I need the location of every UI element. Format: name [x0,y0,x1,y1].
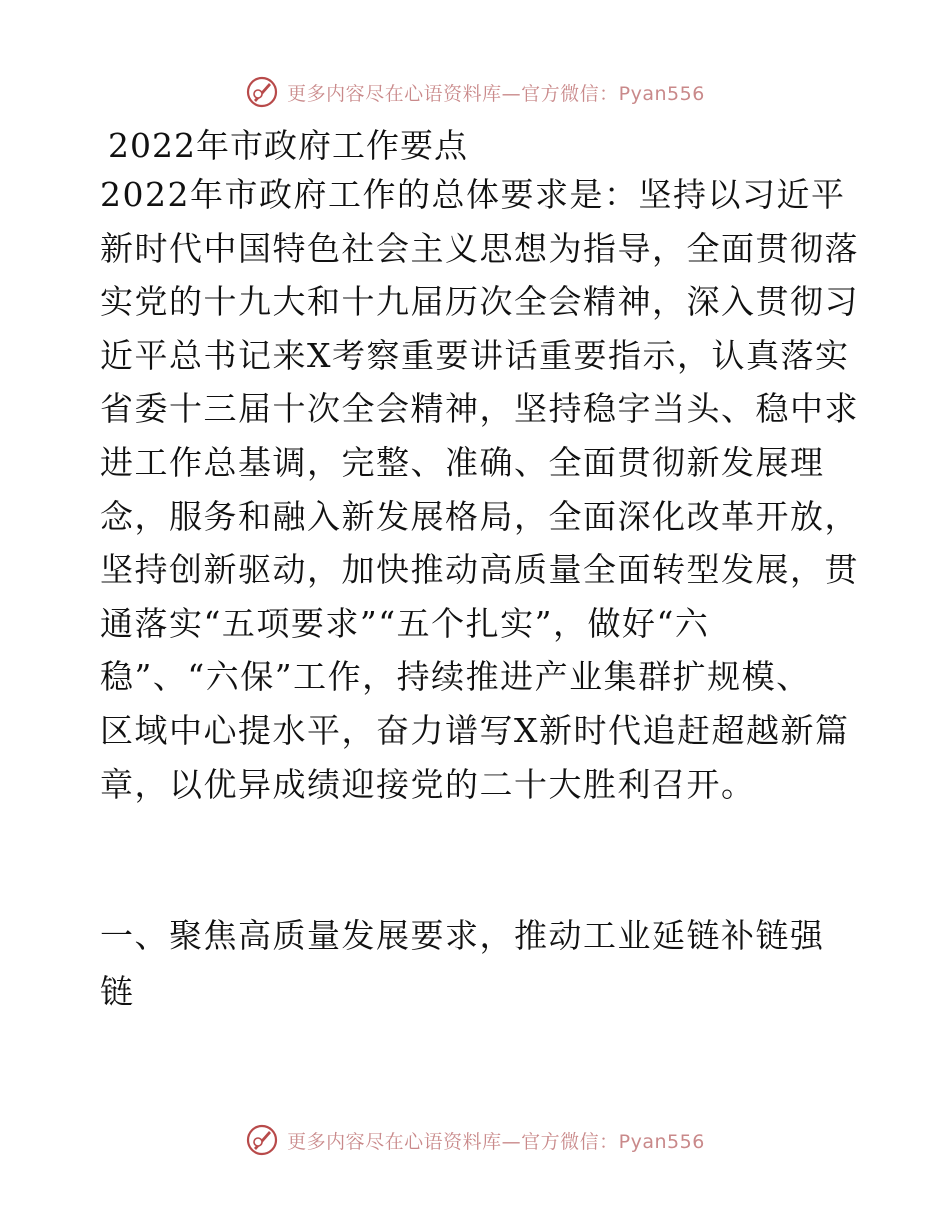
paragraph-line: 进工作总基调，完整、准确、全面贯彻新发展理 [100,442,825,482]
paragraph-line: 念，服务和融入新发展格局，全面深化改革开放， [100,496,859,536]
header-watermark [0,70,950,114]
paragraph-line: 近平总书记来X考察重要讲话重要指示，认真落实 [100,335,850,375]
section-heading-1 [100,908,850,1020]
paragraph-line: 章，以优异成绩迎接党的二十大胜利召开。 [100,764,756,804]
paragraph-line: 通落实“五项要求”“五个扎实”，做好“六 [100,603,710,643]
paragraph-line: 新时代中国特色社会主义思想为指导，全面贯彻落 [100,228,859,268]
header-wechat-id: Pyan556 [618,82,705,105]
header-watermark-text: 更多内容尽在心语资料库—官方微信：Pyan556 [287,82,705,105]
paragraph-line: 实党的十九大和十九届历次全会精神，深入贯彻习 [100,282,859,322]
document-title: 2022年市政府工作要点 [108,126,468,165]
footer-watermark-text: 更多内容尽在心语资料库—官方微信：Pyan556 [287,1130,705,1153]
quill-pen-circle-icon [245,75,279,109]
paragraph-line: 省委十三届十次全会精神，坚持稳字当头、稳中求 [100,389,859,429]
paragraph-line: 稳”、“六保”工作，持续推进产业集群扩规模、 [100,657,811,697]
intro-paragraph [100,168,859,811]
footer-watermark [0,1118,950,1162]
paragraph-line: 坚持创新驱动，加快推动高质量全面转型发展，贯 [100,550,859,590]
section-heading-line: 链 [100,972,135,1011]
footer-wechat-id: Pyan556 [618,1130,705,1153]
paragraph-line: 2022年市政府工作的总体要求是：坚持以习近平 [100,175,846,214]
quill-pen-circle-icon [245,1123,279,1157]
section-heading-line: 一、聚焦高质量发展要求，推动工业延链补链强 [100,916,825,955]
paragraph-line: 区域中心提水平，奋力谱写X新时代追赶超越新篇 [100,710,850,750]
